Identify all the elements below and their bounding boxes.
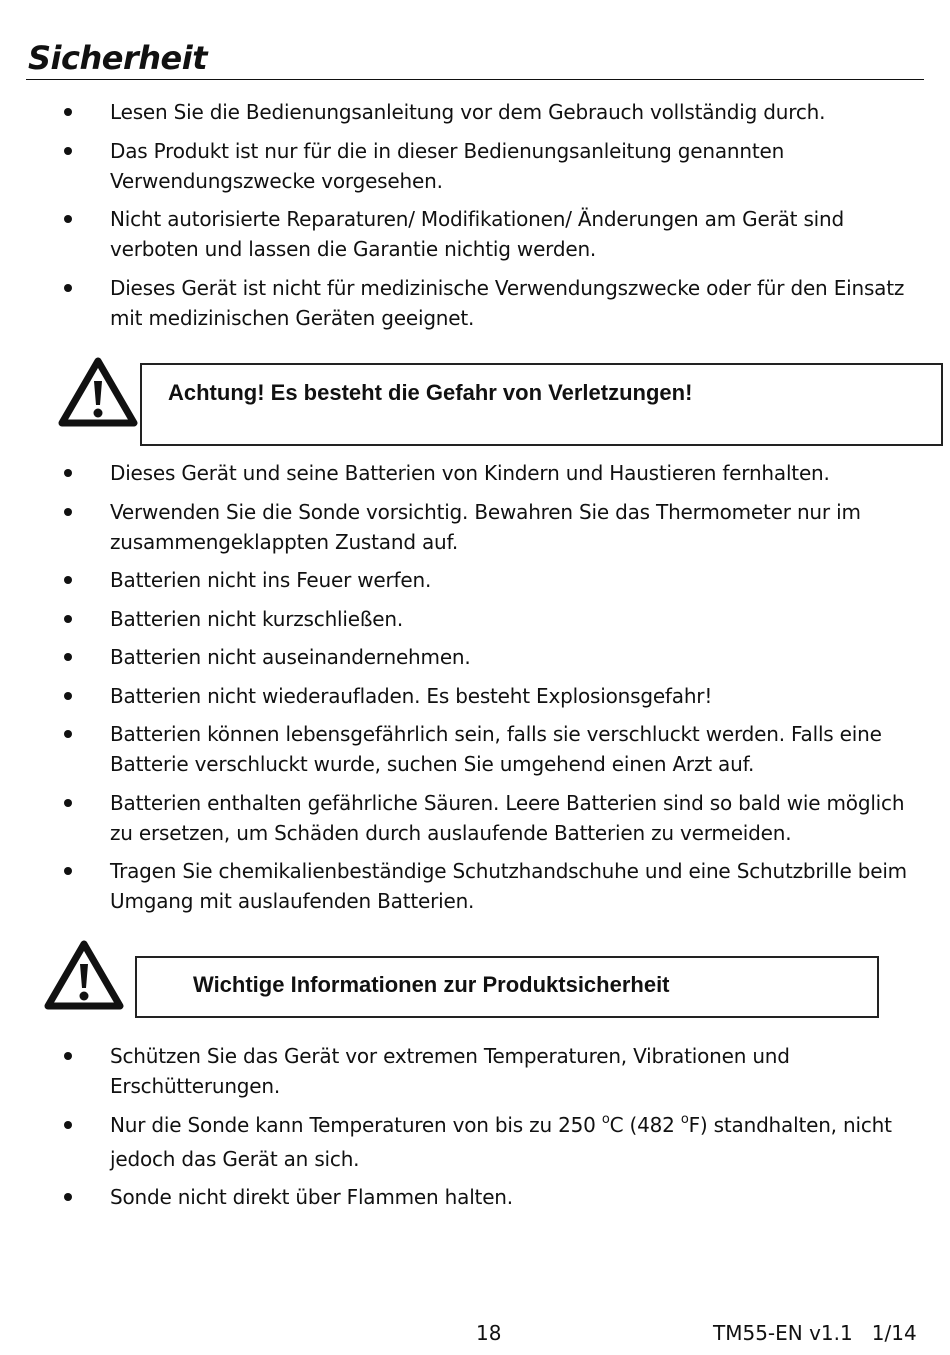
degree-mark: o: [680, 1111, 689, 1127]
list-item: [0, 204, 950, 264]
list-item: [0, 97, 950, 127]
list-item-text: Schützen Sie das Gerät vor extremen Temperaturen, Vibrationen und Erschütterungen.: [110, 1044, 790, 1098]
general-safety-list: [0, 97, 950, 341]
list-item: [0, 719, 950, 779]
title-underline: [26, 79, 924, 80]
list-item: [0, 681, 950, 711]
bullet-icon: [64, 1052, 72, 1060]
list-item: [0, 458, 950, 488]
temperature-text-start: Nur die Sonde kann Temperaturen von bis zu 250: [110, 1112, 602, 1137]
list-item: [0, 604, 950, 634]
list-item-text: Batterien nicht auseinandernehmen.: [110, 645, 471, 669]
list-item-text: Verwenden Sie die Sonde vorsichtig. Bewahren Sie das Thermometer nur im zusammengeklappten Zustand auf.: [110, 499, 861, 554]
bullet-icon: [64, 469, 72, 477]
injury-warning-text: Achtung! Es besteht die Gefahr von Verletzungen!: [168, 380, 693, 405]
list-item-text: Dieses Gerät und seine Batterien von Kindern und Haustieren fernhalten.: [110, 461, 830, 485]
list-item-text: Lesen Sie die Bedienungsanleitung vor dem Gebrauch vollständig durch.: [110, 100, 826, 124]
list-item-text: Das Produkt ist nur für die in dieser Bedienungsanleitung genannten Verwendungszwecke vorgesehen.: [110, 138, 785, 193]
list-item-text: Nicht autorisierte Reparaturen/ Modifikationen/ Änderungen am Gerät sind verboten und lassen die Garantie nichtig werden.: [110, 207, 844, 261]
document-id: TM55-EN v1.1 1/14: [713, 1321, 917, 1345]
bullet-icon: [64, 653, 72, 661]
list-item: [0, 642, 950, 672]
bullet-icon: [64, 615, 72, 623]
list-item: [0, 1041, 950, 1101]
temperature-text-middle: C (482: [609, 1112, 681, 1137]
bullet-icon: [64, 215, 72, 223]
bullet-icon: [64, 508, 72, 516]
product-safety-list: [0, 1041, 950, 1221]
bullet-icon: [64, 1193, 72, 1201]
bullet-icon: [64, 284, 72, 292]
list-item-text: Tragen Sie chemikalienbeständige Schutzhandschuhe und eine Schutzbrille beim Umgang mit auslaufenden Batterien.: [110, 859, 907, 913]
product-safety-heading: Wichtige Informationen zur Produktsicherheit: [193, 972, 670, 997]
list-item-text: Batterien können lebensgefährlich sein, falls sie verschluckt werden. Falls eine Batterie verschluckt wurde, suchen Sie umgehend einen Arzt auf.: [110, 722, 882, 776]
bullet-icon: [64, 799, 72, 807]
list-item: [0, 1110, 950, 1174]
page-title: Sicherheit: [28, 39, 207, 77]
temperature-text-end: F) standhalten, nicht jedoch das Gerät an sich.: [110, 1112, 892, 1171]
bullet-icon: [64, 576, 72, 584]
bullet-icon: [64, 730, 72, 738]
list-item-text: Batterien nicht kurzschließen.: [110, 606, 403, 631]
list-item: [0, 788, 950, 848]
list-item-text: Sonde nicht direkt über Flammen halten.: [110, 1185, 513, 1209]
list-item-text: Batterien enthalten gefährliche Säuren. Leere Batterien sind so bald wie möglich zu ersetzen, um Schäden durch auslaufende Batterien zu vermeiden.: [110, 790, 905, 845]
list-item: [0, 497, 950, 557]
list-item: [0, 856, 950, 916]
bullet-icon: [64, 108, 72, 116]
page-number: 18: [476, 1321, 502, 1345]
bullet-icon: [64, 1121, 72, 1129]
degree-mark: o: [601, 1111, 610, 1127]
injury-safety-list: [0, 458, 950, 925]
list-item-text: Dieses Gerät ist nicht für medizinische Verwendungszwecke oder für den Einsatz mit medizinischen Geräten geeignet.: [110, 275, 905, 330]
list-item: [0, 273, 950, 333]
list-item-text: Batterien nicht ins Feuer werfen.: [110, 568, 432, 592]
bullet-icon: [64, 692, 72, 700]
list-item-text: [110, 1113, 892, 1171]
bullet-icon: [64, 147, 72, 155]
warning-triangle-icon: [44, 940, 124, 1014]
warning-triangle-icon: [58, 357, 138, 431]
list-item: [0, 1182, 950, 1212]
list-item: [0, 565, 950, 595]
list-item-text: Batterien nicht wiederaufladen. Es besteht Explosionsgefahr!: [110, 683, 713, 708]
list-item: [0, 136, 950, 196]
bullet-icon: [64, 867, 72, 875]
